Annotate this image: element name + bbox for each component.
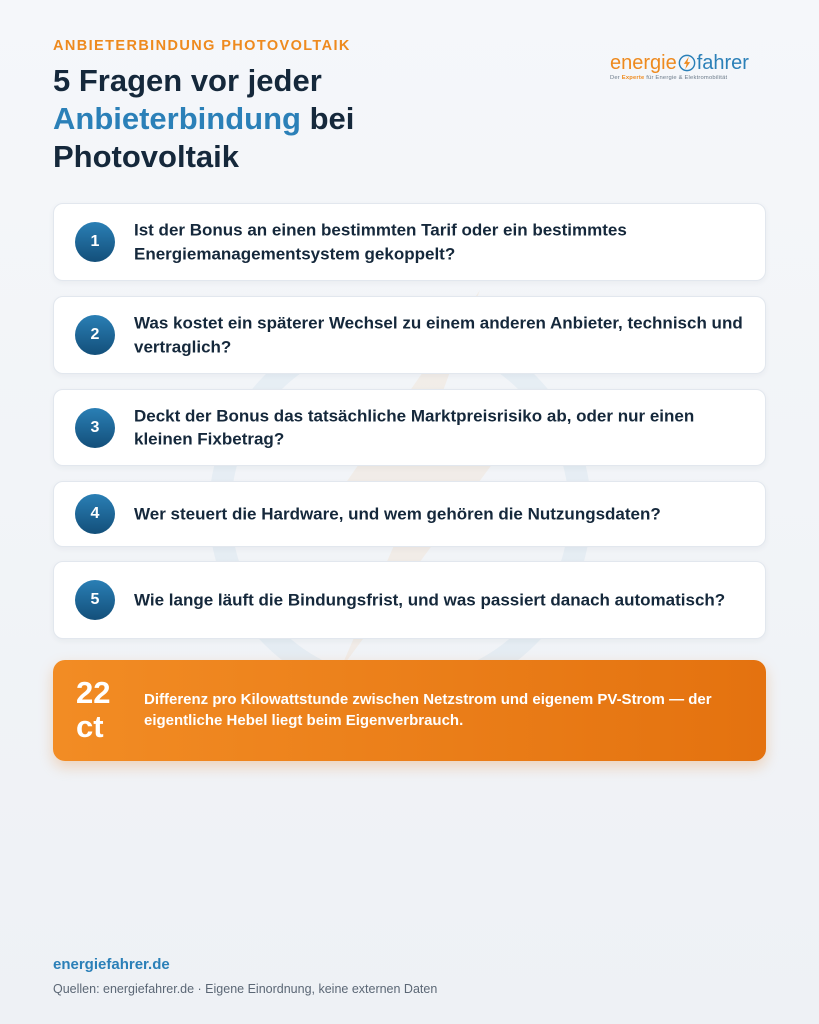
- page-title: [53, 62, 473, 176]
- question-card-4: [53, 481, 766, 547]
- logo-tagline: [610, 75, 780, 81]
- question-number-badge: 3: [75, 408, 115, 448]
- question-text: Was kostet ein späterer Wechsel zu einem anderen Anbieter, technisch und vertraglich?: [134, 313, 743, 356]
- logo-word-right: fahrer: [696, 52, 749, 74]
- logo-tag-prefix: Der: [610, 75, 622, 81]
- brand-logo[interactable]: [610, 52, 780, 86]
- title-line-3: Photovoltaik: [53, 139, 240, 174]
- title-accent: Anbieterbindung: [53, 101, 301, 136]
- question-card-5: [53, 561, 766, 639]
- logo-tag-suffix: für Energie & Elektromobilität: [644, 75, 728, 81]
- stat-callout: [53, 660, 766, 761]
- eyebrow-label: ANBIETERBINDUNG PHOTOVOLTAIK: [53, 38, 351, 54]
- footer-site-link[interactable]: energiefahrer.de: [53, 956, 170, 973]
- question-number-badge: 5: [75, 580, 115, 620]
- question-number-badge: 1: [75, 222, 115, 262]
- stat-value: [76, 676, 136, 744]
- logo-wordmark: [610, 52, 780, 74]
- title-after-accent: bei: [300, 101, 355, 136]
- logo-tag-bold: Experte: [621, 75, 645, 81]
- question-card-1: [53, 203, 766, 281]
- question-card-3: [53, 389, 766, 466]
- question-number-badge: 4: [75, 494, 115, 534]
- logo-word-left: energie: [610, 52, 677, 74]
- footer-sources: Quellen: energiefahrer.de · Eigene Einordnung, keine externen Daten: [53, 982, 438, 996]
- stat-value-unit: ct: [76, 709, 104, 744]
- question-text: Wie lange läuft die Bindungsfrist, und was passiert danach automatisch?: [134, 590, 726, 610]
- lightning-bolt-icon: [678, 54, 696, 72]
- question-number-badge: 2: [75, 315, 115, 355]
- question-text: Ist der Bonus an einen bestimmten Tarif oder ein bestimmtes Energiemanagementsystem gekoppelt?: [134, 220, 627, 263]
- question-text: Wer steuert die Hardware, und wem gehören die Nutzungsdaten?: [134, 504, 661, 524]
- title-line-1: 5 Fragen vor jeder: [53, 63, 322, 98]
- question-text: Deckt der Bonus das tatsächliche Marktpreisrisiko ab, oder nur einen kleinen Fixbetrag?: [134, 406, 695, 449]
- stat-description: Differenz pro Kilowattstunde zwischen Netzstrom und eigenem PV-Strom — der eigentliche Hebel liegt beim Eigenverbrauch.: [144, 691, 712, 729]
- stat-value-number: 22: [76, 675, 111, 710]
- question-card-2: [53, 296, 766, 374]
